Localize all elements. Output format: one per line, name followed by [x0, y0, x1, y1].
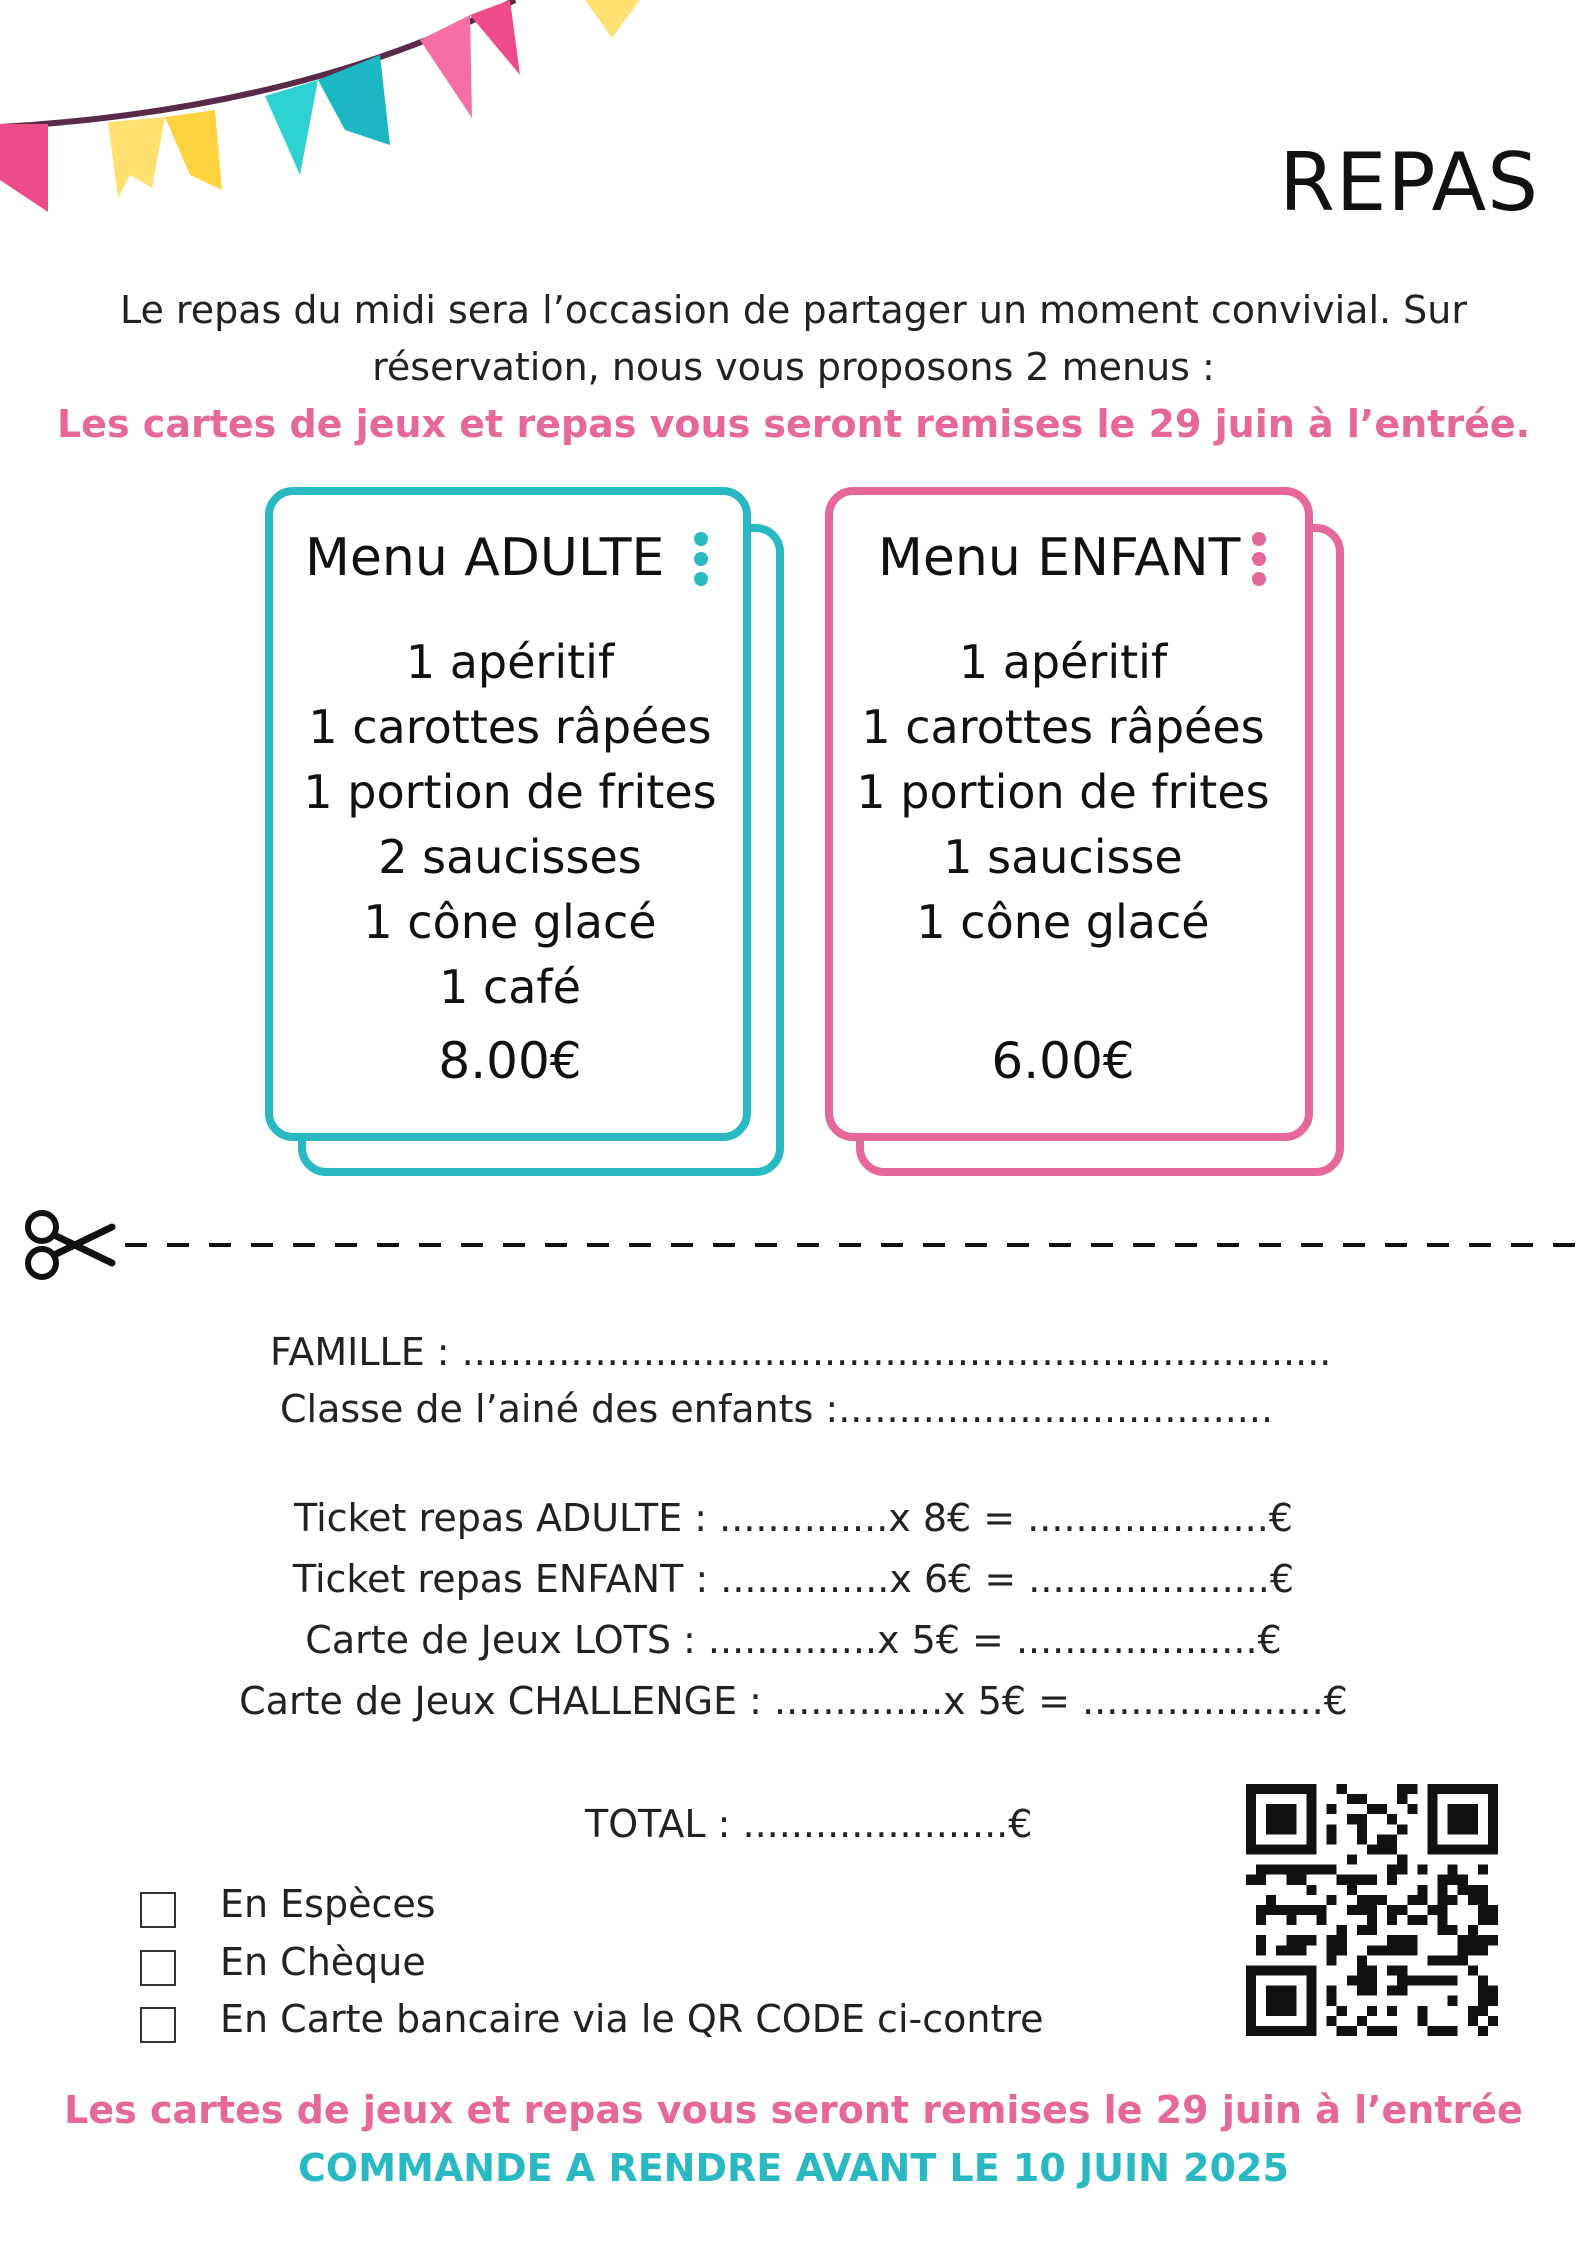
menu-item: 1 carottes râpées [861, 700, 1265, 754]
intro-line-1: Le repas du midi sera l’occasion de partager un moment convivial. Sur [119, 288, 1468, 332]
menu-item: 1 portion de frites [303, 765, 717, 819]
payment-label-especes: En Espèces [220, 1882, 436, 1926]
checkbox-carte-bancaire[interactable] [140, 2007, 176, 2043]
menu-item: 1 cône glacé [363, 895, 657, 949]
menu-title-adulte: Menu ADULTE [305, 528, 665, 588]
more-vertical-icon [694, 532, 708, 592]
ticket-adulte-line[interactable]: Ticket repas ADULTE : ..............x 8€ = ....................€ [294, 1496, 1293, 1540]
footer-deadline: COMMANDE A RENDRE AVANT LE 10 JUIN 2025 [298, 2146, 1289, 2190]
ticket-enfant-line[interactable]: Ticket repas ENFANT : ..............x 6€ = ....................€ [292, 1557, 1295, 1601]
checkbox-especes[interactable] [140, 1892, 176, 1928]
qr-code-icon[interactable] [1246, 1784, 1498, 2036]
menu-item: 1 apéritif [405, 635, 615, 689]
menu-item: 1 carottes râpées [308, 700, 712, 754]
menu-item: 1 apéritif [958, 635, 1168, 689]
menu-items-adulte [285, 630, 735, 1020]
intro-highlight: Les cartes de jeux et repas vous seront remises le 29 juin à l’entrée. [56, 402, 1531, 446]
menu-item: 1 saucisse [943, 830, 1183, 884]
menu-item: 1 cône glacé [916, 895, 1210, 949]
carte-lots-line[interactable]: Carte de Jeux LOTS : ..............x 5€ = ....................€ [305, 1618, 1282, 1662]
payment-label-cheque: En Chèque [220, 1940, 426, 1984]
menu-title-enfant: Menu ENFANT [878, 528, 1241, 588]
more-vertical-icon [1252, 532, 1266, 592]
footer-reminder: Les cartes de jeux et repas vous seront remises le 29 juin à l’entrée [64, 2088, 1523, 2132]
payment-label-carte-bancaire: En Carte bancaire via le QR CODE ci-contre [220, 1997, 1044, 2041]
bunting-decoration [0, 0, 700, 230]
carte-challenge-line[interactable]: Carte de Jeux CHALLENGE : ..............x 5€ = ....................€ [239, 1679, 1348, 1723]
menu-item: 2 saucisses [378, 830, 642, 884]
page-title: REPAS [1279, 136, 1539, 229]
intro-line-2: réservation, nous vous proposons 2 menus : [372, 345, 1215, 389]
menu-item: 1 portion de frites [856, 765, 1270, 819]
menu-price-adulte: 8.00€ [438, 1032, 582, 1090]
total-field[interactable]: TOTAL : ......................€ [585, 1802, 1033, 1846]
menu-items-enfant [838, 630, 1288, 955]
famille-field[interactable]: FAMILLE : ........................................................................ [270, 1330, 1332, 1374]
menu-item: 1 café [439, 960, 581, 1014]
scissors-icon [28, 1213, 112, 1277]
cut-line [20, 1205, 1587, 1285]
checkbox-cheque[interactable] [140, 1950, 176, 1986]
menu-price-enfant: 6.00€ [991, 1032, 1135, 1090]
classe-field[interactable]: Classe de l’ainé des enfants :.................................... [280, 1387, 1274, 1431]
